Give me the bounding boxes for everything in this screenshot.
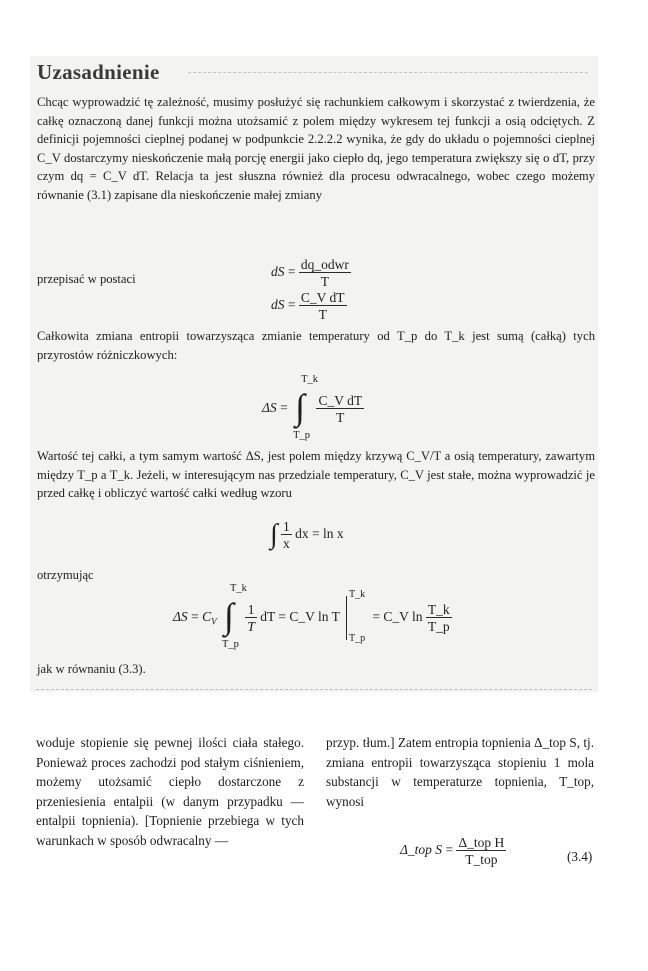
paragraph-przepisac: przepisać w postaci	[37, 272, 136, 286]
eq5-mid: dT = C_V ln T	[260, 609, 340, 625]
eq3-lower-limit: T_p	[293, 430, 310, 441]
title-rule	[188, 72, 588, 73]
eq5-upper-limit: T_k	[229, 583, 247, 594]
eq34-num: Δ_top H	[458, 835, 505, 850]
eq1-lhs: dS	[271, 264, 285, 280]
eq4-num: 1	[283, 519, 290, 534]
equation-integral-1-over-x: ∫ $\frac{1}{x}$ dx = ln x	[270, 519, 344, 551]
eq1-den: T	[320, 273, 329, 289]
paragraph-jak-w-rownaniu: jak w równaniu (3.3).	[37, 662, 146, 676]
eq5-rhs-den: T_p	[427, 618, 450, 634]
eq34-den: T_top	[465, 851, 498, 867]
eq34-fraction	[456, 836, 506, 866]
eq3-num: C_V dT	[318, 393, 363, 408]
eq34-lhs: Δ_top S	[400, 842, 443, 858]
eq5-eval-lower: T_p	[348, 633, 366, 644]
eq4-tail: dx = ln x	[295, 526, 344, 542]
section-title: Uzasadnienie	[37, 60, 160, 84]
paragraph-calkowita: Całkowita zmiana entropii towarzysząca zmianie temperatury od T_p do T_k jest sumą (całką) tych przyrostów różniczkowych:	[37, 329, 595, 362]
eq5-rhs-num: T_k	[427, 602, 450, 617]
paragraph-wartosc: Wartość tej całki, a tym samym wartość ΔS, jest polem między krzywą C_V/T a osią temperatury, zawartym między T_p a T_k. Jeżeli, w interesującym nas przedziale temperatury, C_V jest stałe, można wyprowadzić je przed całkę i obliczyć wartość całki według wzoru	[37, 449, 595, 501]
column-left-text: woduje stopienie się pewnej ilości ciała stałego. Ponieważ proces zachodzi pod stałym ciśnieniem, możemy utożsamić ciepło dostarczone z przeniesienia entalpii (w danym przypadku — entalpii topnienia). [Topnienie przebiega w tych warunkach w sposób odwracalny —	[36, 735, 304, 848]
eq5-rhs: = C_V ln	[372, 609, 423, 625]
equation-ds-cv: dS = $\frac{\text{C\_V dT}}{T}$	[271, 290, 345, 322]
eq4-fraction	[281, 520, 292, 550]
eq4-den: x	[283, 535, 290, 551]
paragraph-otrzymujac: otrzymując	[37, 568, 94, 582]
eq5-rhs-fraction	[426, 603, 452, 633]
equation-delta-s-result: $\Delta S = C_V$ T_k ∫ T_p $\frac{1}{T}$ dT = C_V ln T T_k T_p = C_V ln $\frac{T\_k}{T\_p}$	[173, 583, 450, 650]
equation-number: (3.4)	[567, 849, 593, 864]
eq3-upper-limit: T_k	[301, 374, 318, 385]
equation-ds-dq: dS = $\frac{\text{dq\_odwr}}{T}$	[271, 257, 349, 289]
eq5-integral-sign: T_k ∫ T_p	[221, 583, 247, 650]
equation-delta-s-integral: ΔS = T_k ∫ T_p $\frac{\text{C\_V dT}}{T}$	[262, 374, 363, 441]
eq3-den: T	[336, 409, 345, 425]
eq5-lower-limit: T_p	[221, 639, 239, 650]
eq2-den: T	[318, 306, 327, 322]
eq5-eval-upper: T_k	[348, 589, 366, 600]
eq1-num: dq_odwr	[300, 257, 349, 272]
box-bottom-rule	[36, 689, 592, 690]
column-right-text: przyp. tłum.] Zatem entropia topnienia Δ_top S, tj. zmiana entropii towarzysząca stopieniu 1 mola substancji w temperaturze topnienia, T_top, wynosi	[326, 735, 594, 809]
eq2-num: C_V dT	[300, 290, 345, 305]
eq3-integral-sign: T_k ∫ T_p	[293, 374, 318, 441]
eq3-fraction	[316, 394, 364, 424]
eq3-lhs: ΔS	[262, 400, 277, 416]
eq2-fraction	[299, 291, 347, 321]
eq2-lhs: dS	[271, 297, 285, 313]
eq5-fraction: $\frac{1}{T}$	[247, 602, 255, 634]
equation-topnienie: Δ_top S = $\frac{\text{Δ\_top H}}{\text{T\_top}}$	[400, 835, 505, 867]
eq5-evaluation-bar	[343, 589, 369, 644]
paragraph-intro: Chcąc wyprowadzić tę zależność, musimy posłużyć się rachunkiem całkowym i skorzystać z twierdzenia, że całkę oznaczoną danej funkcji można utożsamić z polem między wykresem tej funkcji a osią odciętych. Z definicji pojemności cieplnej podanej w podpunkcie 2.2.2.2 wynika, że gdy do układu o pojemności cieplnej C_V dostarczymy nieskończenie małą porcję energii jako ciepło dq, jego temperatura zwiększy się o dT, przy czym dq = C_V dT. Relacja ta jest słuszna również dla procesu odwracalnego, wobec czego możemy równanie (3.1) zapisane dla nieskończenie małej zmiany	[37, 95, 595, 202]
